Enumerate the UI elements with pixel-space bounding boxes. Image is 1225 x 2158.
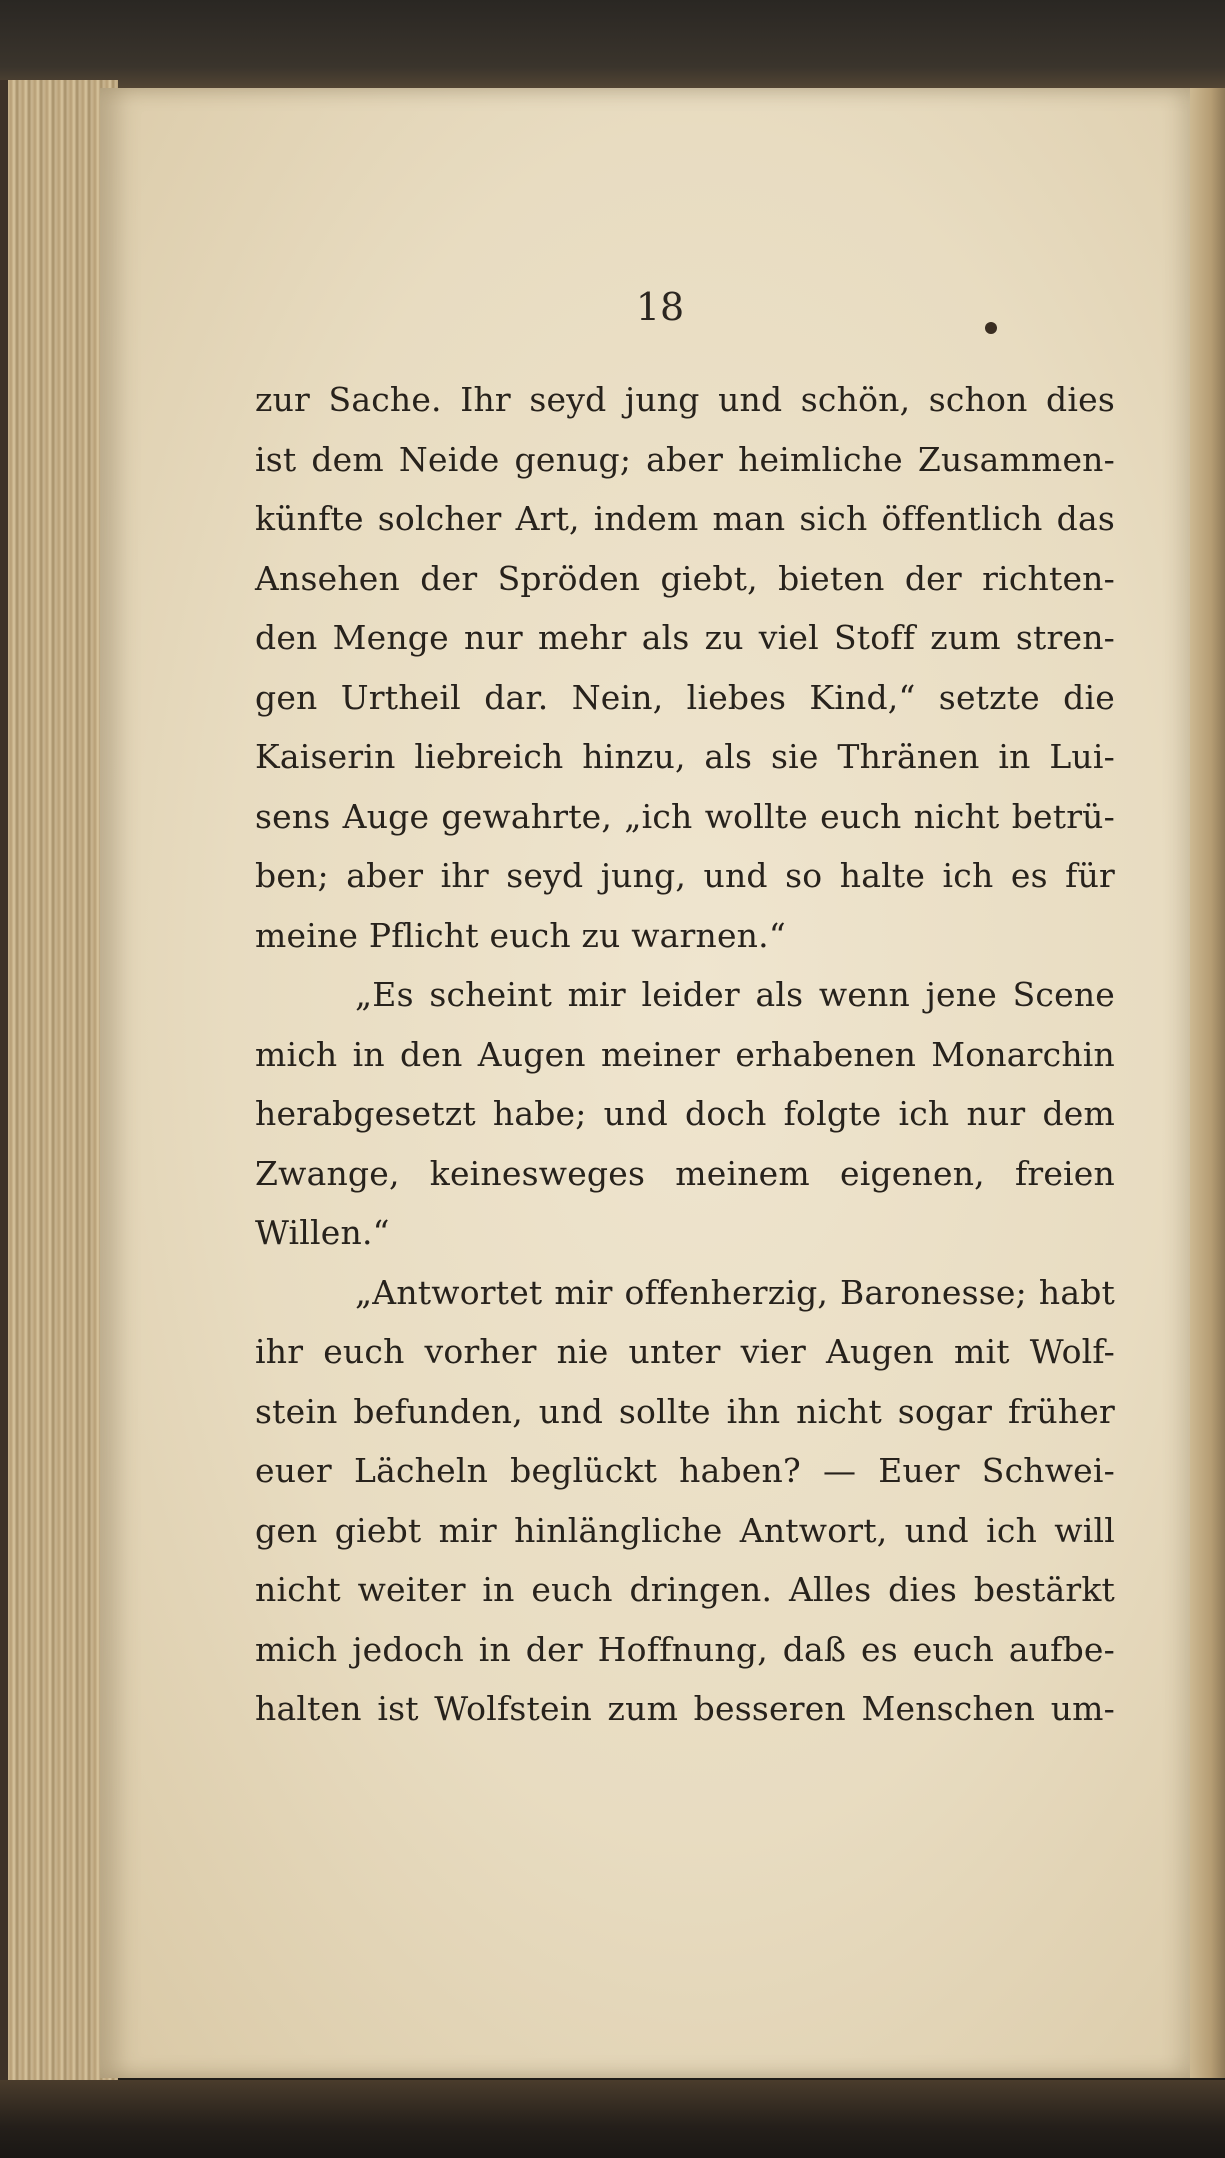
- text-line: ihr euch vorher nie unter vier Augen mit Wolf-: [255, 1332, 1115, 1371]
- text-line: gen Urtheil dar. Nein, liebes Kind,“ setzte die: [255, 677, 1115, 717]
- text-line: zur Sache. Ihr seyd jung und schön, schon dies: [255, 380, 1115, 419]
- text-line: euer Lächeln beglückt haben? — Euer Schwei-: [255, 1451, 1115, 1490]
- text-line: Zwange, keinesweges meinem eigenen, freien: [255, 1153, 1115, 1193]
- text-line: „Antwortet mir offenherzig, Baronesse; habt: [355, 1272, 1115, 1312]
- text-line: nicht weiter in euch dringen. Alles dies bestärkt: [255, 1570, 1115, 1609]
- text-line: Ansehen der Spröden giebt, bieten der richten-: [255, 558, 1115, 598]
- text-line: den Menge nur mehr als zu viel Stoff zum stren-: [255, 618, 1115, 657]
- next-page-edge: [1190, 88, 1225, 2078]
- text-line: Willen.“: [255, 1213, 390, 1252]
- page-number: 18: [635, 285, 685, 329]
- text-line: „Es scheint mir leider als wenn jene Scene: [355, 975, 1115, 1014]
- text-line: mich jedoch in der Hoffnung, daß es euch aufbe-: [255, 1629, 1115, 1669]
- text-line: ist dem Neide genug; aber heimliche Zusammen-: [255, 439, 1115, 479]
- text-line: halten ist Wolfstein zum besseren Menschen um-: [255, 1689, 1115, 1728]
- text-line: stein befunden, und sollte ihn nicht sogar früher: [255, 1391, 1115, 1431]
- text-line: herabgesetzt habe; und doch folgte ich nur dem: [255, 1094, 1115, 1133]
- ink-blot: [985, 322, 997, 334]
- text-line: mich in den Augen meiner erhabenen Monarchin: [255, 1034, 1115, 1074]
- text-line: Kaiserin liebreich hinzu, als sie Thränen in Lui-: [255, 737, 1115, 776]
- book-cover-bottom: [0, 2080, 1225, 2158]
- book-cover-top: [0, 0, 1225, 95]
- text-line: künfte solcher Art, indem man sich öffentlich das: [255, 499, 1115, 538]
- text-line: ben; aber ihr seyd jung, und so halte ich es für: [255, 856, 1115, 895]
- text-line: sens Auge gewahrte, „ich wollte euch nicht betrü-: [255, 796, 1115, 836]
- text-line: meine Pflicht euch zu warnen.“: [255, 915, 786, 955]
- body-text: [255, 370, 1115, 1739]
- text-line: gen giebt mir hinlängliche Antwort, und ich will: [255, 1510, 1115, 1550]
